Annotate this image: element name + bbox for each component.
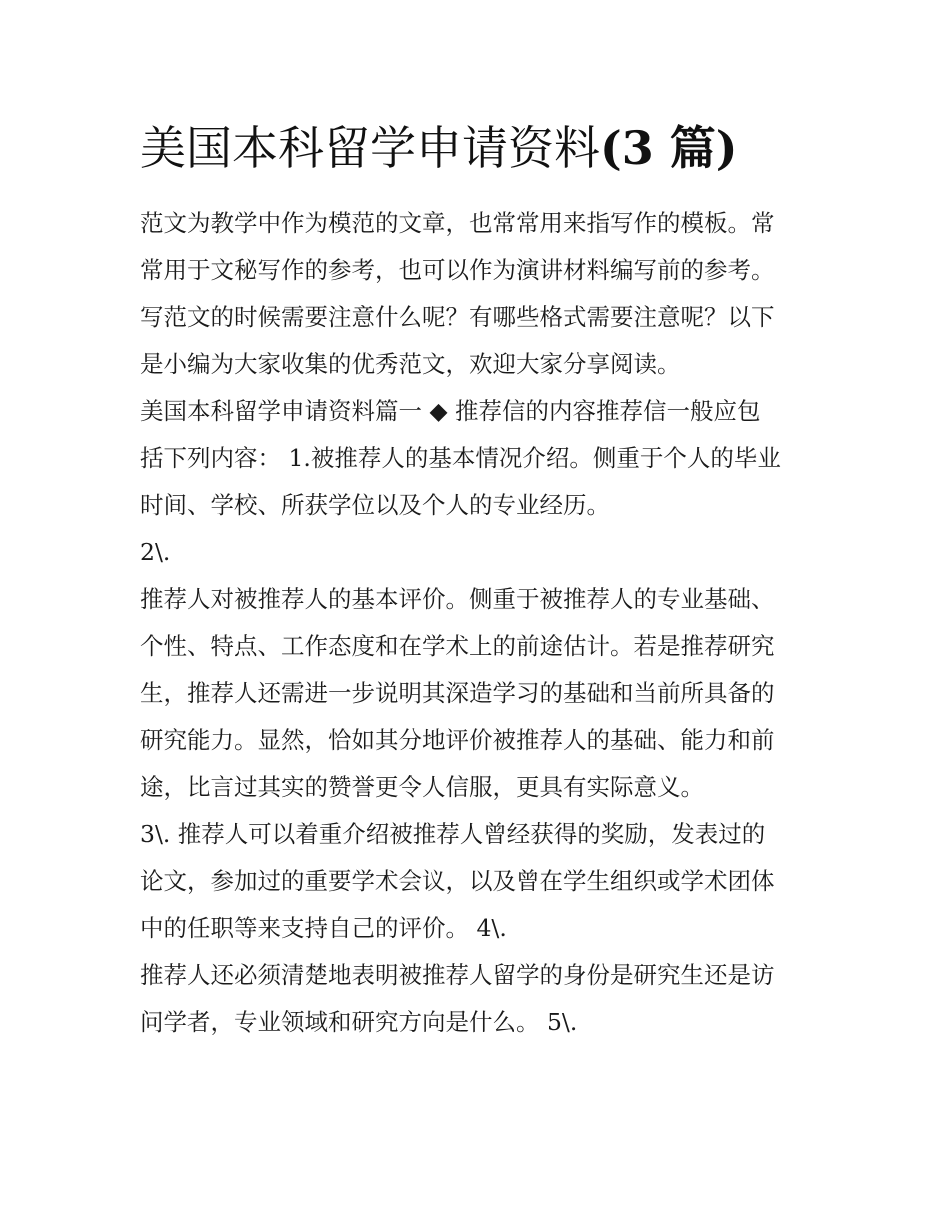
- text-line: 是小编为大家收集的优秀范文，欢迎大家分享阅读。: [140, 350, 681, 378]
- text-line: 范文为教学中作为模范的文章，也常常用来指写作的模板。常: [140, 209, 775, 237]
- paragraph-item-4: [140, 952, 820, 1046]
- text-line: 生，推荐人还需进一步说明其深造学习的基础和当前所具备的: [140, 679, 775, 707]
- title-main: 美国本科留学申请资料: [140, 121, 600, 175]
- text-line: 时间、学校、所获学位以及个人的专业经历。: [140, 491, 610, 519]
- paragraph-intro: [140, 200, 820, 388]
- text-line: 问学者，专业领域和研究方向是什么。 5\.: [140, 1008, 578, 1036]
- text-line: 推荐人对被推荐人的基本评价。侧重于被推荐人的专业基础、: [140, 585, 775, 613]
- document-body: [140, 200, 820, 1046]
- text-line: 中的任职等来支持自己的评价。 4\.: [140, 914, 507, 942]
- title-suffix: (3 篇): [600, 121, 738, 175]
- text-line: 推荐人还必须清楚地表明被推荐人留学的身份是研究生还是访: [140, 961, 775, 989]
- text-line: 3\. 推荐人可以着重介绍被推荐人曾经获得的奖励，发表过的: [140, 820, 766, 848]
- paragraph-item-2-number: [140, 529, 820, 576]
- text-line: 写范文的时候需要注意什么呢？有哪些格式需要注意呢？以下: [140, 303, 775, 331]
- text-line: 常用于文秘写作的参考，也可以作为演讲材料编写前的参考。: [140, 256, 775, 284]
- text-line: 途，比言过其实的赞誉更令人信服，更具有实际意义。: [140, 773, 704, 801]
- text-line: 论文，参加过的重要学术会议，以及曾在学生组织或学术团体: [140, 867, 775, 895]
- paragraph-item-3: [140, 811, 820, 952]
- paragraph-item-2: [140, 576, 820, 811]
- text-line: 2\.: [140, 538, 171, 566]
- text-line: 美国本科留学申请资料篇一 ◆ 推荐信的内容推荐信一般应包: [140, 397, 761, 425]
- page-title: [140, 116, 840, 180]
- text-line: 研究能力。显然，恰如其分地评价被推荐人的基础、能力和前: [140, 726, 775, 754]
- text-line: 括下列内容： 1.被推荐人的基本情况介绍。侧重于个人的毕业: [140, 444, 781, 472]
- text-line: 个性、特点、工作态度和在学术上的前途估计。若是推荐研究: [140, 632, 775, 660]
- paragraph-section-one: [140, 388, 820, 529]
